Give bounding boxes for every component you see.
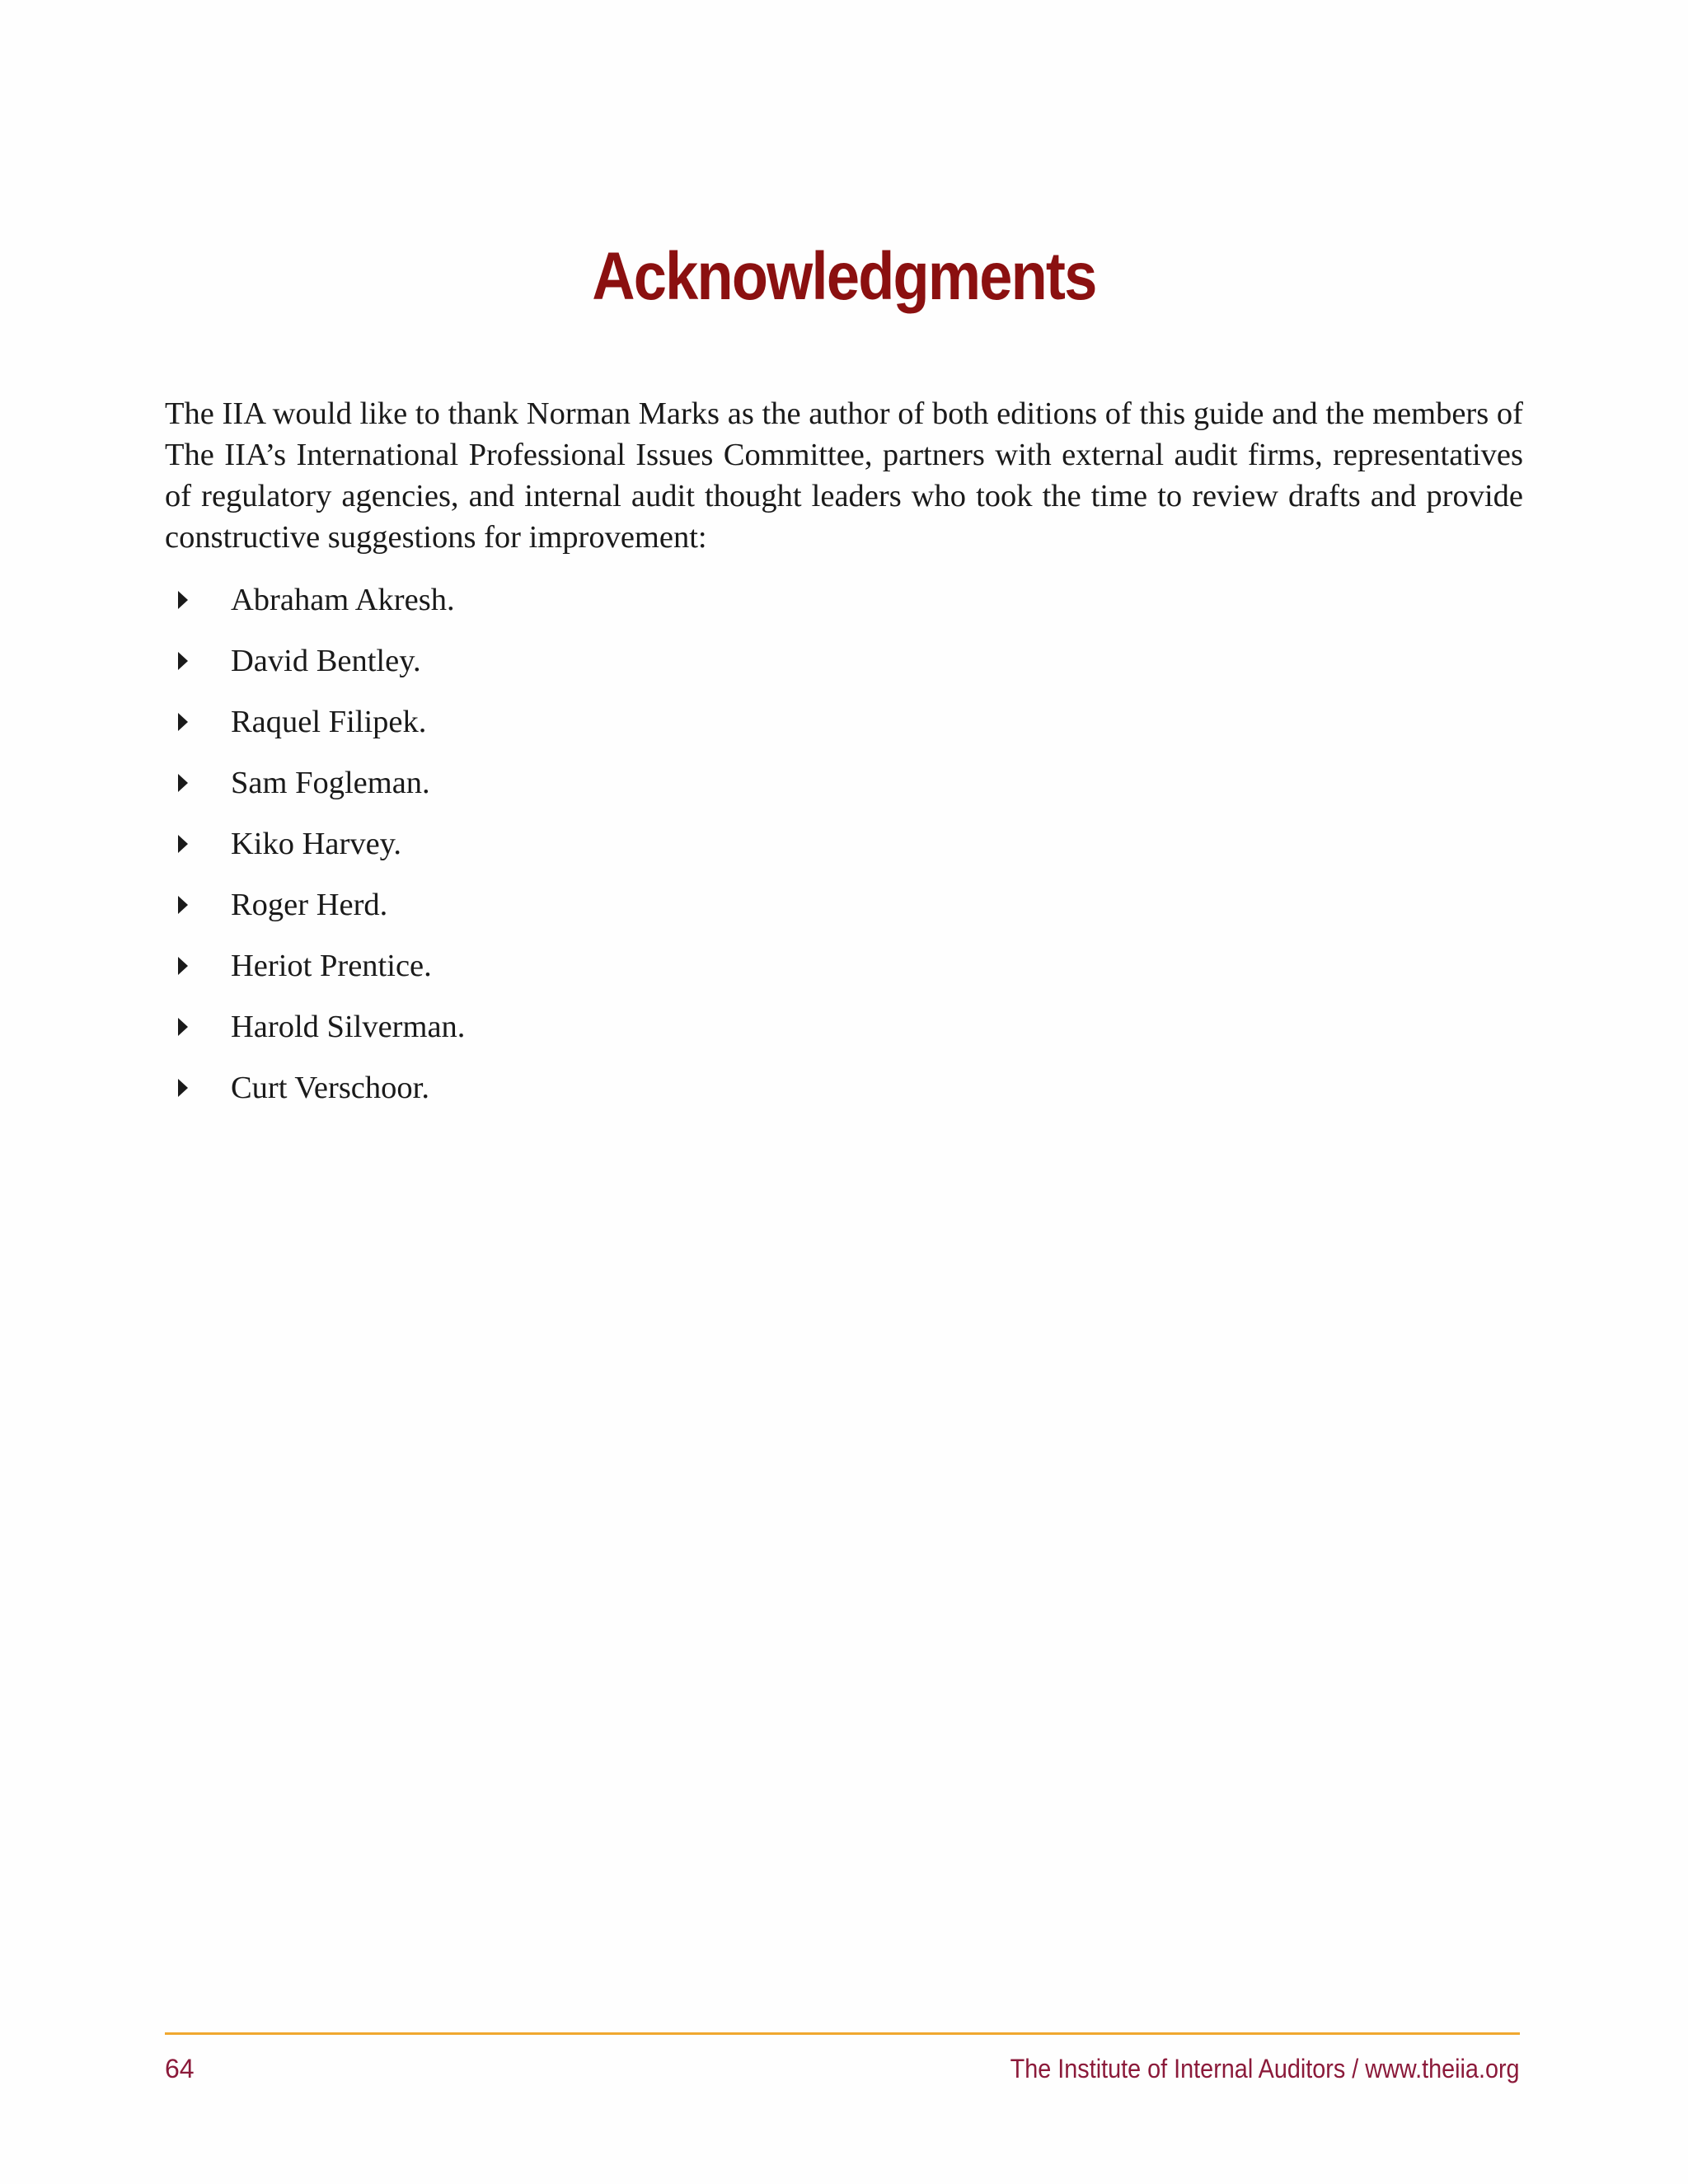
triangle-bullet-icon <box>165 823 231 865</box>
list-item <box>165 701 465 762</box>
reviewer-name: Kiko Harvey. <box>231 827 402 861</box>
triangle-bullet-icon <box>165 762 231 804</box>
list-item <box>165 1006 465 1067</box>
reviewer-name: Abraham Akresh. <box>231 583 455 617</box>
reviewer-name: Roger Herd. <box>231 888 388 922</box>
footer-publisher: The Institute of Internal Auditors / www.theiia.org <box>1010 2054 1520 2083</box>
page-number: 64 <box>165 2054 195 2083</box>
triangle-bullet-icon <box>165 1067 231 1108</box>
triangle-bullet-icon <box>165 701 231 743</box>
triangle-bullet-icon <box>165 945 231 987</box>
triangle-bullet-icon <box>165 884 231 926</box>
triangle-bullet-icon <box>165 640 231 682</box>
list-item <box>165 762 465 823</box>
reviewer-name: Harold Silverman. <box>231 1010 466 1044</box>
footer-divider <box>165 2032 1520 2035</box>
list-item <box>165 945 465 1006</box>
list-item <box>165 823 465 884</box>
list-item <box>165 579 465 640</box>
reviewer-name: David Bentley. <box>231 644 421 678</box>
reviewer-list <box>165 579 465 1128</box>
reviewer-name: Heriot Prentice. <box>231 949 432 983</box>
page-title: Acknowledgments <box>592 238 1096 314</box>
reviewer-name: Raquel Filipek. <box>231 705 427 739</box>
triangle-bullet-icon <box>165 579 231 621</box>
list-item <box>165 884 465 945</box>
reviewer-name: Curt Verschoor. <box>231 1071 429 1105</box>
intro-paragraph: The IIA would like to thank Norman Marks as the author of both editions of this guide and the members of The IIA’s International Professional Issues Committee, partners with external audit firms, representatives of regulatory agencies, and internal audit thought leaders who took the time to review drafts and provide constructive suggestions for improvement: <box>165 396 1523 555</box>
list-item <box>165 640 465 701</box>
reviewer-name: Sam Fogleman. <box>231 766 430 800</box>
triangle-bullet-icon <box>165 1006 231 1047</box>
list-item <box>165 1067 465 1128</box>
